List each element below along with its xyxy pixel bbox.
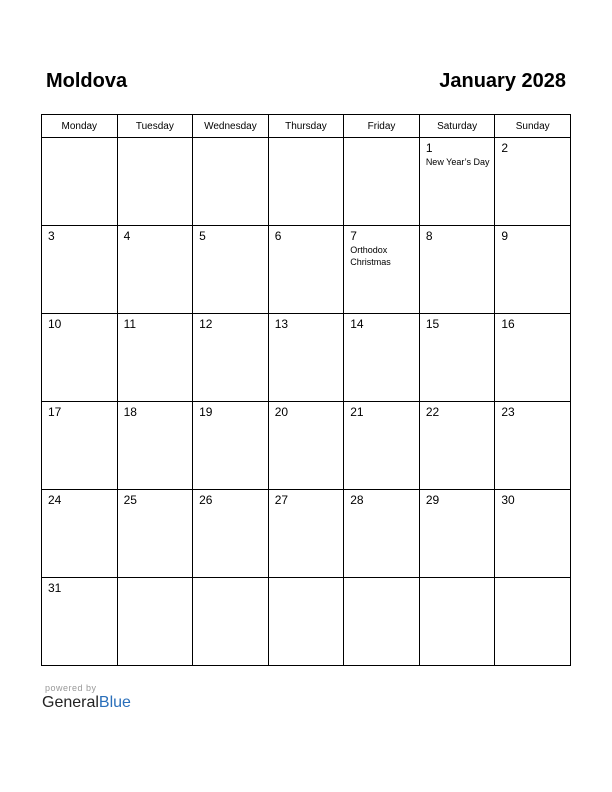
day-number: 17 [48, 405, 62, 419]
day-number: 8 [425, 229, 433, 243]
day-cell [193, 578, 269, 666]
day-cell [42, 226, 118, 314]
week-row [42, 314, 571, 402]
week-row [42, 138, 571, 226]
weekday-header: Wednesday [193, 115, 269, 138]
day-number: 20 [274, 405, 289, 419]
day-cell [193, 402, 269, 490]
day-number: 19 [199, 405, 213, 419]
day-number: 27 [274, 493, 289, 507]
day-cell [344, 490, 420, 578]
weekday-header: Friday [344, 115, 420, 138]
day-number: 30 [501, 493, 515, 507]
day-number: 29 [425, 493, 440, 507]
week-row [42, 490, 571, 578]
day-cell [419, 578, 495, 666]
day-number: 7 [350, 229, 357, 243]
generalblue-logo[interactable] [42, 694, 131, 712]
day-number: 28 [350, 493, 364, 507]
day-cell [117, 402, 193, 490]
holiday-label: New Year’s Day [425, 157, 490, 167]
day-cell [193, 490, 269, 578]
month-year-title: January 2028 [439, 70, 566, 92]
day-number: 16 [501, 317, 515, 331]
day-cell [42, 138, 118, 226]
day-cell [193, 138, 269, 226]
weekday-header: Sunday [495, 115, 571, 138]
day-number: 5 [199, 229, 206, 243]
day-cell [419, 226, 495, 314]
day-number: 23 [501, 405, 515, 419]
brand-general-text: General [42, 694, 99, 711]
weekday-header: Thursday [268, 115, 344, 138]
day-cell [495, 402, 571, 490]
day-cell [268, 578, 344, 666]
day-number: 13 [274, 317, 289, 331]
day-cell [117, 578, 193, 666]
day-number: 22 [425, 405, 440, 419]
day-cell [193, 226, 269, 314]
day-cell [117, 314, 193, 402]
day-number: 31 [48, 581, 62, 595]
day-number: 15 [425, 317, 440, 331]
day-cell [268, 138, 344, 226]
weekday-header: Saturday [419, 115, 495, 138]
day-number: 14 [350, 317, 364, 331]
day-number: 26 [199, 493, 213, 507]
day-cell [42, 402, 118, 490]
day-cell [42, 578, 118, 666]
day-cell [42, 490, 118, 578]
day-number: 21 [350, 405, 364, 419]
day-cell [495, 314, 571, 402]
day-cell [268, 314, 344, 402]
week-row [42, 402, 571, 490]
day-cell [193, 314, 269, 402]
calendar-grid [41, 114, 571, 666]
weekday-header-row [42, 115, 571, 138]
day-cell [117, 226, 193, 314]
day-cell [344, 138, 420, 226]
day-cell [268, 402, 344, 490]
powered-by-label: powered by [45, 683, 97, 693]
day-number: 6 [274, 229, 282, 243]
day-cell [495, 578, 571, 666]
day-cell [495, 490, 571, 578]
week-row [42, 226, 571, 314]
day-number: 18 [123, 405, 137, 419]
day-number: 2 [501, 141, 509, 155]
day-cell [268, 226, 344, 314]
day-number: 3 [48, 229, 55, 243]
day-number: 12 [199, 317, 213, 331]
day-cell [419, 314, 495, 402]
day-cell [268, 490, 344, 578]
week-row [42, 578, 571, 666]
day-number: 4 [123, 229, 131, 243]
day-cell [344, 578, 420, 666]
day-cell [42, 314, 118, 402]
brand-blue-text: Blue [98, 694, 131, 711]
day-number: 25 [123, 493, 137, 507]
day-cell [419, 138, 495, 226]
day-cell [495, 138, 571, 226]
day-number: 1 [425, 141, 433, 155]
day-number: 10 [48, 317, 62, 331]
day-cell [117, 490, 193, 578]
day-cell [419, 490, 495, 578]
holiday-label: Orthodox Christmas [350, 245, 391, 267]
day-cell [495, 226, 571, 314]
day-cell [419, 402, 495, 490]
day-number: 24 [48, 493, 62, 507]
day-number: 9 [501, 229, 509, 243]
weekday-header: Monday [42, 115, 118, 138]
day-cell [344, 314, 420, 402]
day-number: 11 [123, 317, 137, 331]
country-title: Moldova [46, 70, 128, 92]
weekday-header: Tuesday [117, 115, 193, 138]
day-cell [117, 138, 193, 226]
day-cell [344, 226, 420, 314]
day-cell [344, 402, 420, 490]
